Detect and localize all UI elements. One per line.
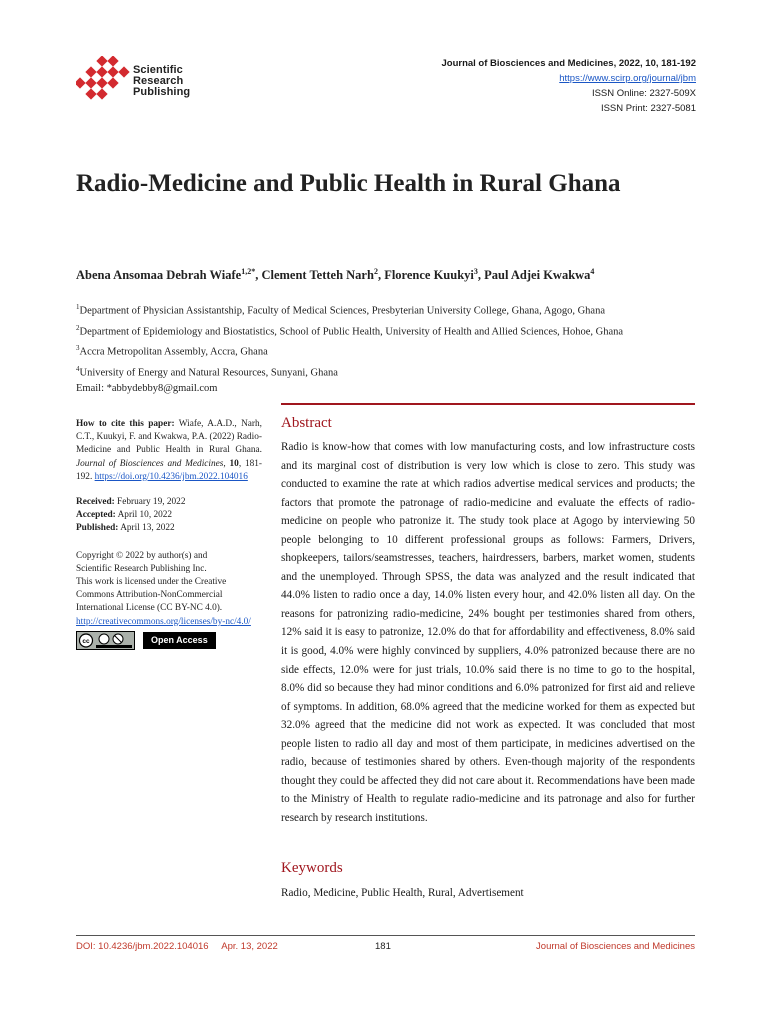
journal-info <box>441 56 696 116</box>
published-label: Published: <box>76 523 119 534</box>
published-date <box>76 522 262 535</box>
cite-label: How to cite this paper: <box>76 419 175 429</box>
logo-line-2: Research <box>133 75 184 87</box>
affiliation-sup: 3 <box>76 344 80 352</box>
author-sup: 4 <box>590 267 595 276</box>
license-link[interactable]: http://creativecommons.org/licenses/by-nc/4.0/ <box>76 616 251 627</box>
how-to-cite: How to cite this paper: Wiafe, A.A.D., Narh, C.T., Kuukyi, F. and Kwakwa, P.A. (2022) Radio-Medicine and Public Health in Rural Ghana. Journal of Biosciences and Medicines, 10, 181-192. https://doi.org/10.4236/jbm.2022.104016 <box>76 419 262 482</box>
abstract-text: Radio is know-how that comes with low manufacturing costs, and low infrastructure costs and its marginal cost of distribution is very low which is close to zero. This study was conducted to examine the rate at which radios advertise medical services and products; the factors that promote the patronage of radio-medicine and evaluate the effects of radio-medicine on people who patronize it. The study took place at Agogo by interviewing 50 people belonging to 10 different professional groups as follows: Farmers, Drivers, shopkeepers, tailors/seamstresses, teachers, hairdressers, barbers, market women, students and the unemployed. Through SPSS, the data was analyzed and the result indicated that 44.0% listen to radio once a day, 14.0% listen every hour, and 42.0% listen all day. On the reasons for patronizing radio-medicine, 24% bought per testimonies shared from others, 12% said it is easy to patronize, 12.0% do that for affordability and effectiveness, 8.0% said it is good, 4.0% were highly convinced by suppliers, 4.0% patronized because there are no side effects, 12.0% were for just trials, 10.0% said there is no time to go to the hospital, 8.0% did so because they had minor conditions and 6.0% patronized for first aid and relieve of symptoms. In addition, 68.0% agreed that the medicine worked for them as expected but 32.0% agreed that the medicine did not work as expected. It was concluded that most people listen to radio all day and most of them participate, in medicines advertised on the radio, because of testimonies shared by others. Even-though majority of the respondents thought they could be affected they did not care about it. Recommendations have been made to the Ministry of Health to regulate radio-medicine and its patronage and also for further research by research institutions. <box>281 441 695 824</box>
affiliation-sup: 4 <box>76 364 80 373</box>
affiliation-text: Department of Epidemiology and Biostatistics, School of Public Health, University of Health and Allied Sciences, Hohoe, Ghana <box>79 326 624 337</box>
journal-citation-line: Journal of Biosciences and Medicines, 2022, 10, 181-192 <box>441 58 696 69</box>
cite-journal: Journal of Biosciences and Medicines <box>76 458 224 469</box>
svg-text:cc: cc <box>82 637 90 645</box>
copyright-line: This work is licensed under the Creative <box>76 577 227 588</box>
affiliation-item <box>76 299 716 320</box>
author-sup: 3 <box>473 267 478 276</box>
cite-doi-link[interactable]: https://doi.org/10.4236/jbm.2022.104016 <box>94 471 248 482</box>
author-list: Abena Ansomaa Debrah Wiafe$^{1,2*}$, Clement Tetteh Narh$^2$, Florence Kuukyi$^3$, Paul Adjei Kwakwa$^4$ <box>76 267 595 283</box>
publisher-logo <box>76 56 206 106</box>
affiliation-item <box>76 320 716 341</box>
received-date <box>76 496 262 509</box>
affiliation-item <box>76 340 716 361</box>
issn-online: ISSN Online: 2327-509X <box>591 88 696 99</box>
author-sup: 1,2* <box>241 267 256 276</box>
affiliation-sup: 2 <box>76 323 80 332</box>
copyright-line: Copyright © 2022 by author(s) and <box>76 550 208 561</box>
footer-journal-name: Journal of Biosciences and Medicines <box>536 941 695 952</box>
abstract-heading: Abstract <box>281 415 332 431</box>
published-value: April 13, 2022 <box>120 523 175 534</box>
copyright-notice <box>76 550 262 629</box>
affiliation-sup: 1 <box>76 303 80 311</box>
author-name: Clement Tetteh Narh <box>261 268 374 283</box>
cite-volume: 10 <box>229 458 239 469</box>
scirp-diamond-logo-icon <box>76 56 132 106</box>
author-name: Paul Adjei Kwakwa <box>484 268 591 283</box>
keywords-text: Radio, Medicine, Public Health, Rural, Advertisement <box>281 887 524 899</box>
paper-title: Radio-Medicine and Public Health in Rural Ghana <box>76 170 621 197</box>
copyright-line: Commons Attribution-NonCommercial <box>76 590 223 601</box>
affiliation-text: Department of Physician Assistantship, Faculty of Medical Sciences, Presbyterian University College, Ghana, Agogo, Ghana <box>79 305 605 317</box>
author-sup: 2 <box>373 267 378 276</box>
accepted-value: April 10, 2022 <box>117 510 173 521</box>
abstract-section <box>281 403 695 827</box>
affiliation-text: University of Energy and Natural Resources, Sunyani, Ghana <box>79 367 338 378</box>
author-name: Florence Kuukyi <box>384 268 474 283</box>
affiliations <box>76 299 716 397</box>
license-badges <box>76 631 262 650</box>
page-number: 181 <box>375 941 391 952</box>
article-dates <box>76 496 262 536</box>
logo-line-3: Publishing <box>133 86 191 98</box>
journal-url-link[interactable]: https://www.scirp.org/journal/jbm <box>559 73 696 84</box>
affiliation-item <box>76 361 716 382</box>
received-value: February 19, 2022 <box>117 497 186 508</box>
footer-rule <box>76 935 695 936</box>
copyright-line: International License (CC BY-NC 4.0). <box>76 603 223 614</box>
logo-line-1: Scientific <box>133 64 183 76</box>
cite-pages: , 181-192. <box>76 458 262 482</box>
accepted-date <box>76 509 262 522</box>
copyright-line: Scientific Research Publishing Inc. <box>76 563 207 574</box>
issn-print: ISSN Print: 2327-5081 <box>600 103 696 114</box>
accepted-label: Accepted: <box>76 510 116 521</box>
open-access-badge[interactable]: Open Access <box>143 632 216 649</box>
footer-doi-date: DOI: 10.4236/jbm.2022.104016 Apr. 13, 2022 <box>76 941 278 952</box>
author-name: Abena Ansomaa Debrah Wiafe <box>76 268 242 283</box>
corresponding-email: Email: *abbydebby8@gmail.com <box>76 383 218 394</box>
cite-text: Wiafe, A.A.D., Narh, C.T., Kuukyi, F. and Kwakwa, P.A. (2022) Radio-Medicine and Public Health in Rural Ghana. <box>76 419 262 456</box>
keywords-heading: Keywords <box>281 860 343 876</box>
affiliation-text: Accra Metropolitan Assembly, Accra, Ghana <box>79 346 268 358</box>
received-label: Received: <box>76 497 115 508</box>
logo-text <box>133 65 190 98</box>
article-sidebar <box>76 418 262 650</box>
abstract-rule <box>281 403 695 405</box>
cc-by-nc-badge-icon[interactable] <box>76 631 135 650</box>
